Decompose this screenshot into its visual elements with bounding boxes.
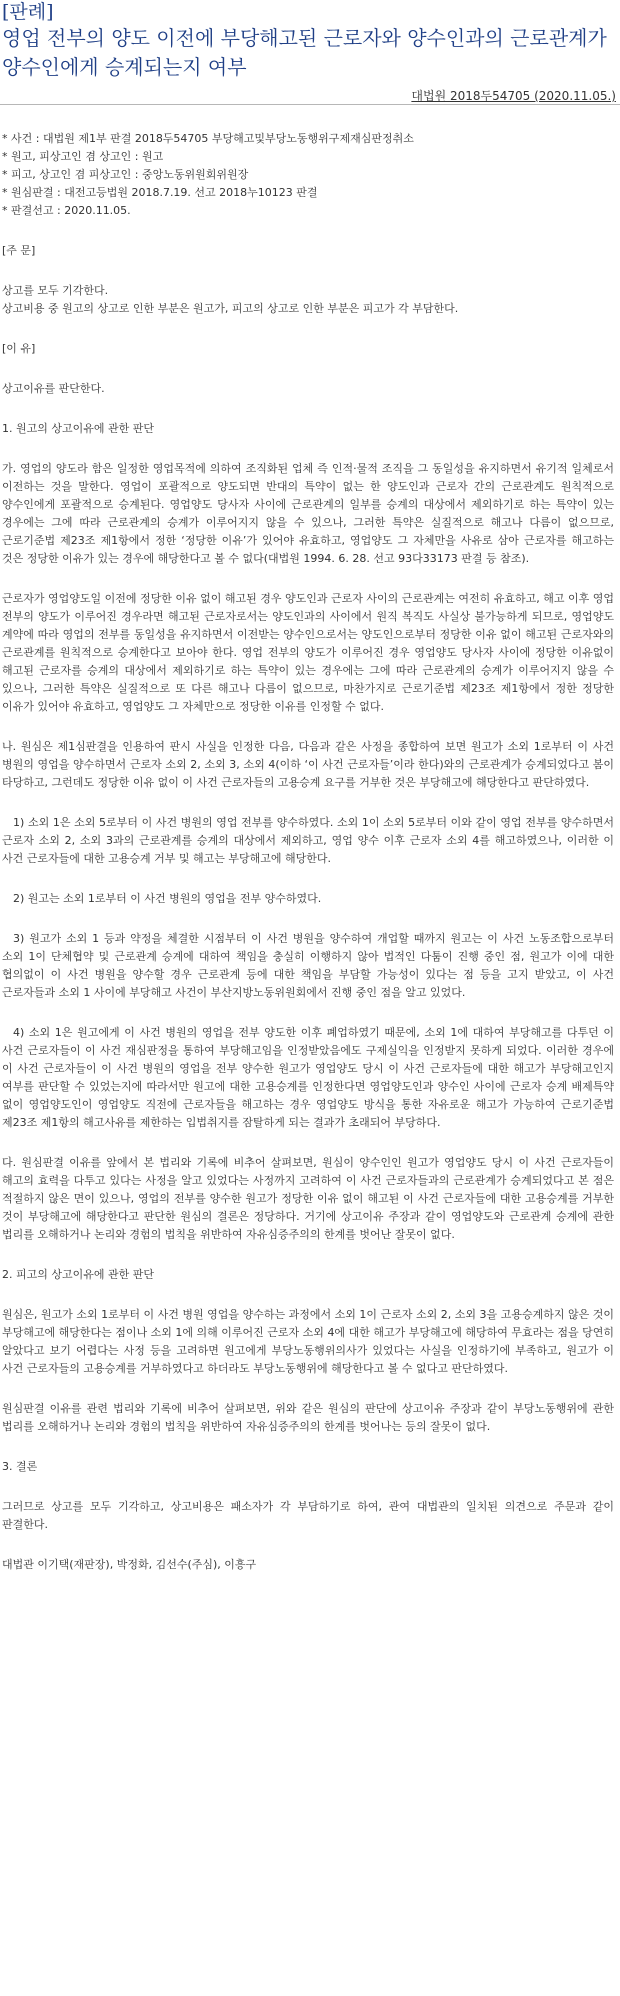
- paragraph-ga-2: 근로자가 영업양도일 이전에 정당한 이유 없이 해고된 경우 양도인과 근로자 사이의 근로관계는 여전히 유효하고, 해고 이후 영업 전부의 양도가 이루어진 경우라면 해고된 근로자로서는 양도인과의 사이에서 원직 복직도 사실상 불가능하게 되므로, 영업양도 계약에 따라 영업의 전부를 동일성을 유지하면서 이전받는 양수인으로서는 양도인으로부터 정당한 이유 없이 해고된 근로자와의 근로관계를 원칙적으로 승계한다고 보아야 한다. 영업 전부의 양도가 이루어진 경우 영업양도 당사자 사이에 정당한 이유없이 해고된 근로자를 승계의 대상에서 제외하기로 하는 특약이 있는 경우에는 그에 따라 근로관계의 승계가 이루어지지 않을 수 있으나, 그러한 특약은 실질적으로 또 다른 해고나 다름이 없으므로, 마찬가지로 근로기준법 제23조 제1항에서 정한 정당한 이유가 있어야 유효하고, 영업양도 그 자체만으로 정당한 이유를 인정할 수 없다.: [2, 592, 614, 713]
- title-divider: [0, 104, 620, 105]
- conclusion-paragraph: 그러므로 상고를 모두 기각하고, 상고비용은 패소자가 각 부담하기로 하여, 관여 대법관의 일치된 의견으로 주문과 같이 판결한다.: [2, 1500, 614, 1531]
- paragraph-na-4: 4) 소외 1은 원고에게 이 사건 병원의 영업을 전부 양도한 이후 폐업하였기 때문에, 소외 1에 대하여 부당해고를 다투던 이 사건 근로자들이 이 사건 재심판정을 통하여 부당해고임을 인정받았음에도 구제실익을 인정받지 못하게 되었다. 이러한 경우에 이 사건 근로자들이 이 사건 병원의 영업을 전부 양수한 원고가 영업양도 당시 이 사건 근로자들에 대한 해고가 부당해고인지 여부를 판단할 수 있었는지에 따라서만 원고에 대한 고용승계를 인정한다면 영업양도인과 양수인 사이에 근로자 승계 배제특약 없이 영업양도인이 영업양도 직전에 근로자들을 해고하는 경우 영업양도 방식을 통한 자유로운 해고가 가능하여 근로기준법 제23조 제1항의 해고사유를 제한하는 입법취지를 잠탈하게 되는 결과가 초래되어 부당하다.: [2, 1026, 614, 1129]
- justices-list: 대법관 이기택(재판장), 박정화, 김선수(주심), 이흥구: [2, 1558, 257, 1571]
- paragraph-da: 다. 원심판결 이유를 앞에서 본 법리와 기록에 비추어 살펴보면, 원심이 양수인인 원고가 영업양도 당시 이 사건 근로자들이 해고의 효력을 다투고 있다는 사정을 알고 있었다는 사정까지 고려하여 이 사건 근로자들과의 근로관계가 승계되었다고 본 점은 적절하지 않은 면이 있으나, 영업의 전부를 양수한 원고가 정당한 이유 없이 해고된 이 사건 근로자들에 대한 고용승계를 거부한 것이 부당해고에 해당한다고 판단한 원심의 결론은 정당하다. 거기에 상고이유 주장과 같이 영업양도와 근로관계 승계에 관한 법리를 오해하거나 논리와 경험의 법칙을 위반하여 자유심증주의의 한계를 벗어난 잘못이 없다.: [2, 1156, 614, 1241]
- case-meta: [2, 130, 614, 220]
- section-2-paragraph-1: 원심은, 원고가 소외 1로부터 이 사건 병원 영업을 양수하는 과정에서 소외 1이 근로자 소외 2, 소외 3을 고용승계하지 않은 것이 부당해고에 해당한다는 점이나 소외 1에 의해 이루어진 근로자 소외 4에 대한 해고가 부당해고에 해당하여 무효라는 점을 당연히 알았다고 보기 어렵다는 사정 등을 고려하면 원고에게 부당노동행위의사가 있었다는 사실을 인정하기에 부족하고, 원고가 이 사건 근로자들의 고용승계를 거부하였다고 하더라도 부당노동행위에 해당한다고 볼 수 없다고 판단하였다.: [2, 1308, 614, 1375]
- meta-defendant: * 피고, 상고인 겸 피상고인 : 중앙노동위원회위원장: [2, 168, 249, 181]
- judgment-body: [2, 130, 614, 1574]
- case-number: 대법원 2018두54705 (2020.11.05.): [411, 89, 616, 103]
- meta-plaintiff: * 원고, 피상고인 겸 상고인 : 원고: [2, 150, 164, 163]
- section-3-heading: 3. 결론: [2, 1460, 38, 1473]
- paragraph-na-1: 1) 소외 1은 소외 5로부터 이 사건 병원의 영업 전부를 양수하였다. 소외 1이 소외 5로부터 이와 같이 영업 전부를 양수하면서 근로자 소외 2, 소외 3과의 근로관계를 승계의 대상에서 제외하고, 영업 양수 이후 근로자 소외 4를 해고하였으나, 이러한 이 사건 근로자들에 대한 고용승계 거부 및 해고는 부당해고에 해당한다.: [2, 816, 614, 865]
- section-2-paragraph-2: 원심판결 이유를 관련 법리와 기록에 비추어 살펴보면, 위와 같은 원심의 판단에 상고이유 주장과 같이 부당노동행위에 관한 법리를 오해하거나 논리와 경험의 법칙을 위반하여 자유심증주의의 한계를 벗어나는 등의 잘못이 없다.: [2, 1402, 614, 1433]
- order-heading: [주 문]: [2, 244, 36, 257]
- document-header: [0, 0, 620, 82]
- section-2-heading: 2. 피고의 상고이유에 관한 판단: [2, 1268, 154, 1281]
- meta-lower-court: * 원심판결 : 대전고등법원 2018.7.19. 선고 2018누10123 판결: [2, 186, 318, 199]
- reasons-intro: 상고이유를 판단한다.: [2, 382, 105, 395]
- document-type-label: [판례]: [2, 1, 54, 23]
- meta-case: * 사건 : 대법원 제1부 판결 2018두54705 부당해고및부당노동행위구제재심판정취소: [2, 132, 414, 145]
- paragraph-na-3: 3) 원고가 소외 1 등과 약정을 체결한 시점부터 이 사건 병원을 양수하여 개업할 때까지 원고는 이 사건 노동조합으로부터 소외 1이 단체협약 및 근로관계 승계에 대하여 책임을 충실히 이행하지 않아 법적인 다툼이 진행 중인 점, 원고가 이에 대한 협의없이 이 사건 병원을 양수할 경우 근로관계 등에 대한 책임을 부담할 가능성이 있다는 점 등을 고지 받았고, 이 사건 근로자들과 소외 1 사이에 부당해고 사건이 부산지방노동위원회에서 진행 중인 점을 알고 있었다.: [2, 932, 614, 999]
- meta-date: * 판결선고 : 2020.11.05.: [2, 204, 131, 217]
- paragraph-ga-1: 가. 영업의 양도라 함은 일정한 영업목적에 의하여 조직화된 업체 즉 인적·물적 조직을 그 동일성을 유지하면서 유기적 일체로서 이전하는 것을 말한다. 영업이 포괄적으로 양도되면 반대의 특약이 없는 한 양도인과 근로자 간의 근로관계도 원칙적으로 양수인에게 포괄적으로 승계된다. 영업양도 당사자 사이에 근로관계의 일부를 승계의 대상에서 제외하기로 하는 특약이 있는 경우에는 그에 따라 근로관계의 승계가 이루어지지 않을 수 있으나, 그러한 특약은 실질적으로 해고나 다름이 없으므로, 근로기준법 제23조 제1항에서 정한 ‘정당한 이유’가 있어야 유효하고, 영업양도 그 자체만을 사유로 삼아 근로자를 해고하는 것은 정당한 이유가 있는 경우에 해당한다고 볼 수 없다(대법원 1994. 6. 28. 선고 93다33173 판결 등 참조).: [2, 462, 614, 565]
- order-line: 상고비용 중 원고의 상고로 인한 부분은 원고가, 피고의 상고로 인한 부분은 피고가 각 부담한다.: [2, 302, 459, 315]
- section-1-heading: 1. 원고의 상고이유에 관한 판단: [2, 422, 154, 435]
- order-line: 상고를 모두 기각한다.: [2, 284, 109, 297]
- reasons-heading: [이 유]: [2, 342, 36, 355]
- order-text: [2, 282, 614, 318]
- paragraph-na-2: 2) 원고는 소외 1로부터 이 사건 병원의 영업을 전부 양수하였다.: [13, 892, 322, 905]
- paragraph-na: 나. 원심은 제1심판결을 인용하여 판시 사실을 인정한 다음, 다음과 같은 사정을 종합하여 보면 원고가 소외 1로부터 이 사건 병원의 영업을 양수하면서 근로자 소외 2, 소외 3, 소외 4(이하 ‘이 사건 근로자들’이라 한다)와의 근로관계가 승계되었다고 봄이 타당하고, 그런데도 정당한 이유 없이 이 사건 근로자들의 고용승계 요구를 거부한 것은 부당해고에 해당한다고 판단하였다.: [2, 740, 614, 789]
- document-title: 영업 전부의 양도 이전에 부당해고된 근로자와 양수인과의 근로관계가 양수인에게 승계되는지 여부: [2, 26, 607, 79]
